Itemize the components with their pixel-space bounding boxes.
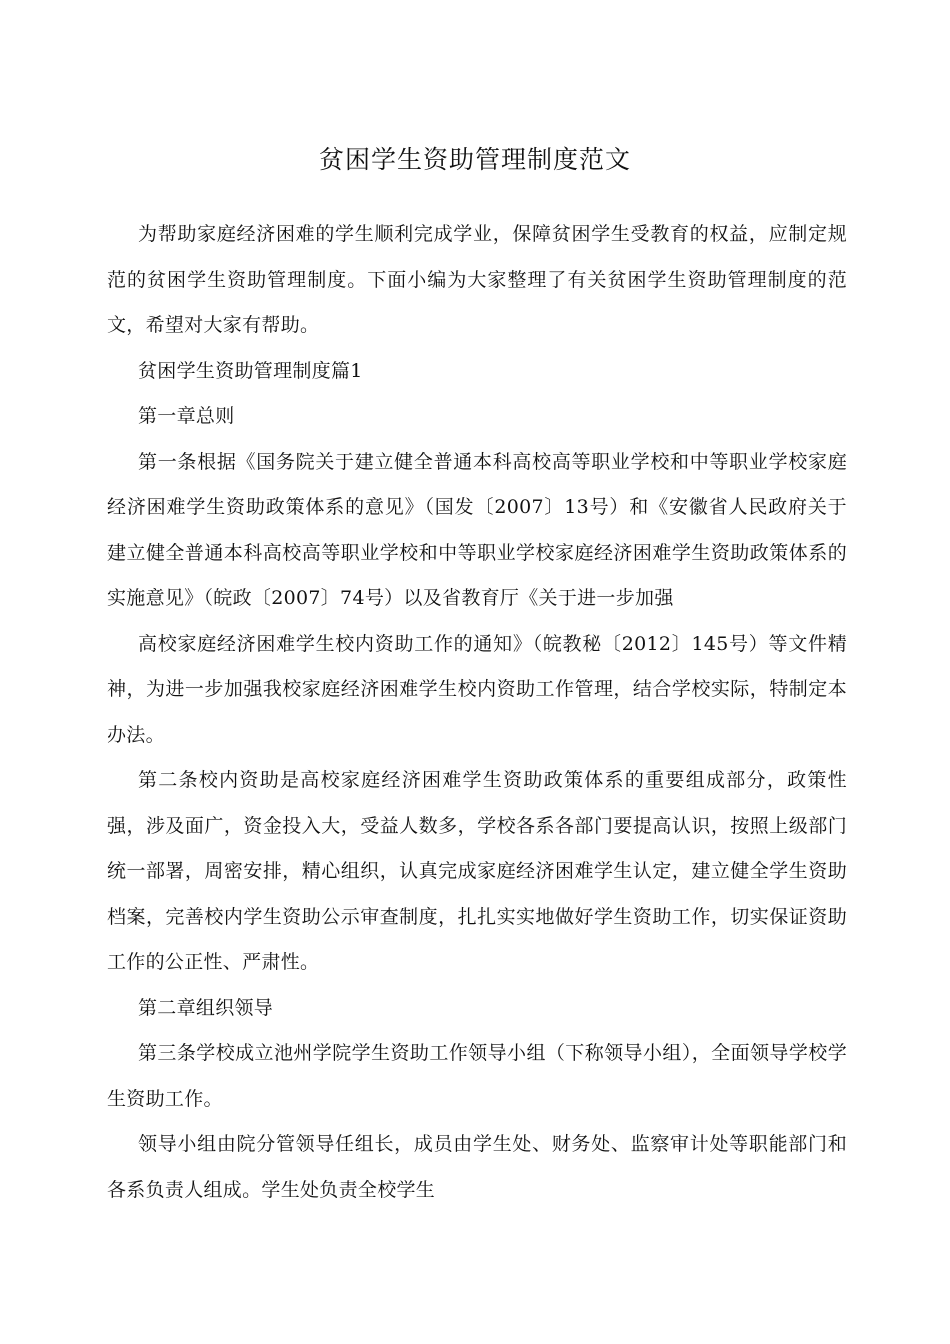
paragraph-chapter-1-heading: 第一章总则 — [138, 405, 235, 427]
paragraph-article-2: 第二条校内资助是高校家庭经济困难学生资助政策体系的重要组成部分，政策性强，涉及面广，资金投入大，受益人数多，学校各系各部门要提高认识，按照上级部门统一部署，周密安排，精心组织，认真完成家庭经济困难学生认定，建立健全学生资助档案，完善校内学生资助公示审查制度，扎扎实实地做好学生资助工作，切实保证资助工作的公正性、严肃性。 — [107, 769, 847, 973]
document-title: 贫困学生资助管理制度范文 — [318, 145, 631, 174]
paragraph-article-1-continued: 高校家庭经济困难学生校内资助工作的通知》（皖教秘〔2012〕145号）等文件精神，为进一步加强我校家庭经济困难学生校内资助工作管理，结合学校实际，特制定本办法。 — [107, 632, 847, 746]
paragraph-chapter-2-heading: 第二章组织领导 — [138, 996, 274, 1019]
paragraph-intro: 为帮助家庭经济困难的学生顺利完成学业，保障贫困学生受教育的权益，应制定规范的贫困学生资助管理制度。下面小编为大家整理了有关贫困学生资助管理制度的范文，希望对大家有帮助。 — [107, 223, 847, 336]
paragraph-section-heading: 贫困学生资助管理制度篇1 — [138, 359, 363, 382]
paragraph-article-1: 第一条根据《国务院关于建立健全普通本科高校高等职业学校和中等职业学校家庭经济困难学生资助政策体系的意见》（国发〔2007〕13号）和《安徽省人民政府关于建立健全普通本科高校高等职业学校和中等职业学校家庭经济困难学生资助政策体系的实施意见》（皖政〔2007〕74号）以及省教育厅《关于进一步加强 — [107, 450, 847, 609]
document-body — [107, 212, 847, 1213]
paragraph-article-3: 第三条学校成立池州学院学生资助工作领导小组（下称领导小组），全面领导学校学生资助工作。 — [107, 1042, 847, 1110]
paragraph-leadership-group: 领导小组由院分管领导任组长，成员由学生处、财务处、监察审计处等职能部门和各系负责人组成。学生处负责全校学生 — [107, 1133, 847, 1201]
